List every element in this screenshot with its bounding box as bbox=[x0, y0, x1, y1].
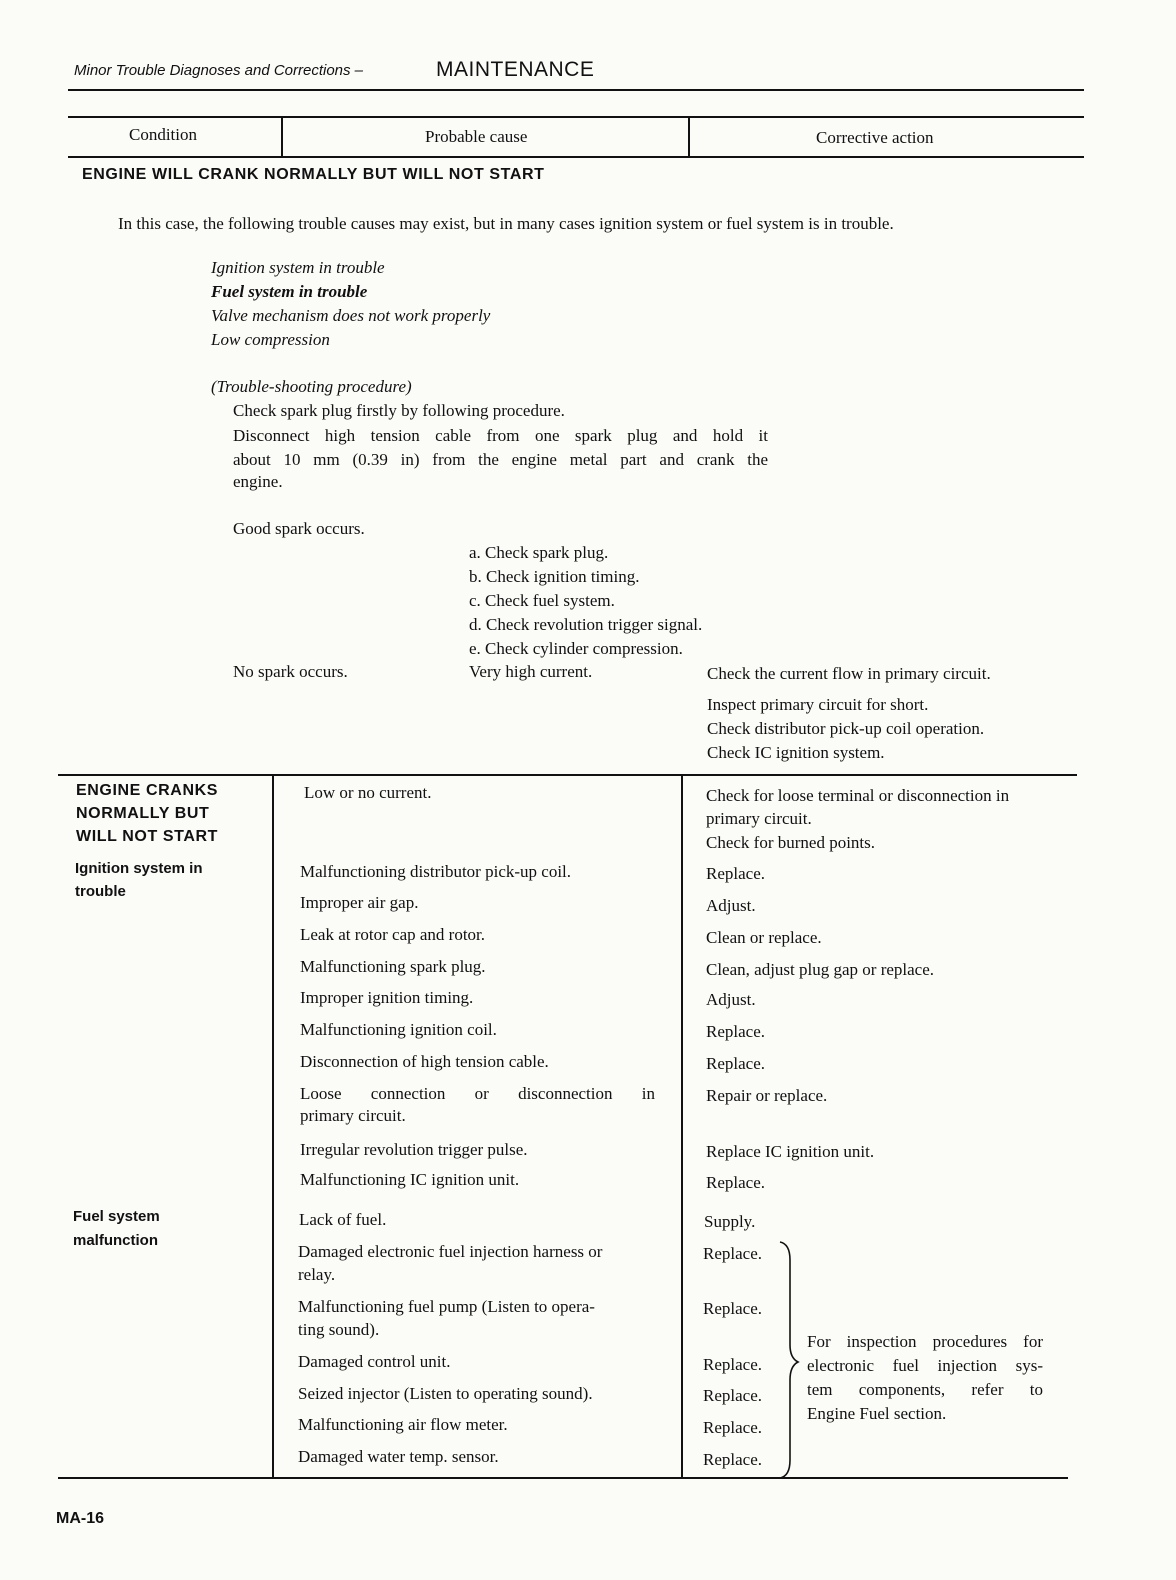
action-cell: Replace. bbox=[706, 1054, 765, 1073]
action-cell: Clean or replace. bbox=[706, 928, 822, 947]
cause-cell: Damaged control unit. bbox=[298, 1352, 451, 1371]
table-section-rule bbox=[58, 774, 1077, 776]
action-cell: Replace. bbox=[706, 1173, 765, 1192]
action-cell: Replace IC ignition unit. bbox=[706, 1142, 875, 1161]
check-item: e. Check cylinder compression. bbox=[469, 639, 683, 658]
action-cell: Replace. bbox=[703, 1244, 762, 1263]
cause-cell: Malfunctioning ignition coil. bbox=[300, 1020, 497, 1039]
intro-paragraph: In this case, the following trouble causes may exist, but in many cases ignition system or fuel system is in trouble. bbox=[118, 214, 894, 233]
cause-cell: Damaged water temp. sensor. bbox=[298, 1447, 499, 1466]
column-header-probable-cause: Probable cause bbox=[425, 127, 528, 146]
cause-cell: Malfunctioning air flow meter. bbox=[298, 1415, 508, 1434]
column-header-condition: Condition bbox=[129, 125, 198, 144]
page-title: MAINTENANCE bbox=[436, 58, 595, 81]
procedure-line: Check spark plug firstly by following procedure. bbox=[233, 401, 565, 420]
action-cell: Replace. bbox=[703, 1386, 762, 1405]
table-header-rule bbox=[68, 156, 1084, 158]
table-bottom-rule bbox=[58, 1477, 1068, 1479]
header-rule bbox=[68, 89, 1084, 91]
condition-heading: ENGINE CRANKS bbox=[76, 782, 219, 799]
cause-cell: Malfunctioning IC ignition unit. bbox=[300, 1170, 520, 1189]
cause-cell: Improper air gap. bbox=[300, 893, 419, 912]
action-item: Inspect primary circuit for short. bbox=[707, 695, 929, 714]
procedure-line: Disconnect high tension cable from one spark plug and hold it bbox=[233, 426, 768, 445]
condition-subheading: Ignition system in bbox=[75, 860, 203, 877]
procedure-title: (Trouble-shooting procedure) bbox=[211, 377, 412, 396]
page-number: MA-16 bbox=[56, 1510, 105, 1527]
action-cell: Check for burned points. bbox=[706, 833, 876, 852]
action-cell: Replace. bbox=[703, 1418, 762, 1437]
action-item: Check the current flow in primary circuit. bbox=[707, 664, 991, 683]
action-cell: Supply. bbox=[704, 1212, 756, 1231]
action-cell: Check for loose terminal or disconnection in bbox=[706, 786, 1010, 805]
cause-item: Valve mechanism does not work properly bbox=[211, 306, 491, 325]
procedure-line: about 10 mm (0.39 in) from the engine metal part and crank the bbox=[233, 450, 768, 469]
condition-subheading: trouble bbox=[75, 883, 126, 900]
cause-cell: Disconnection of high tension cable. bbox=[300, 1052, 549, 1071]
condition-subheading: malfunction bbox=[73, 1232, 158, 1249]
cause-cell: primary circuit. bbox=[300, 1106, 406, 1125]
action-cell: Replace. bbox=[706, 1022, 765, 1041]
cause-cell: Damaged electronic fuel injection harness or bbox=[298, 1242, 603, 1261]
action-cell: Adjust. bbox=[706, 990, 756, 1009]
check-item: d. Check revolution trigger signal. bbox=[469, 615, 703, 634]
cause-cell: Malfunctioning distributor pick-up coil. bbox=[300, 862, 572, 881]
column-divider bbox=[688, 116, 690, 157]
action-item: Check IC ignition system. bbox=[707, 743, 885, 762]
column-header-corrective-action: Corrective action bbox=[816, 128, 934, 147]
check-item: b. Check ignition timing. bbox=[469, 567, 640, 586]
cause-cell: relay. bbox=[298, 1265, 336, 1284]
action-item: Check distributor pick-up coil operation. bbox=[707, 719, 985, 738]
check-item: a. Check spark plug. bbox=[469, 543, 609, 562]
action-cell: Clean, adjust plug gap or replace. bbox=[706, 960, 935, 979]
note-line: electronic fuel injection sys- bbox=[807, 1356, 1043, 1375]
cause-cell: Loose connection or disconnection in bbox=[300, 1084, 655, 1103]
action-cell: Replace. bbox=[703, 1355, 762, 1374]
note-line: Engine Fuel section. bbox=[807, 1404, 947, 1423]
right-brace-icon bbox=[776, 1240, 806, 1480]
cause-cell: ting sound). bbox=[298, 1320, 380, 1339]
action-cell: primary circuit. bbox=[706, 809, 812, 828]
condition-subheading: Fuel system bbox=[73, 1208, 160, 1225]
column-divider bbox=[281, 116, 283, 157]
cause-cell: Irregular revolution trigger pulse. bbox=[300, 1140, 528, 1159]
intro-heading: ENGINE WILL CRANK NORMALLY BUT WILL NOT START bbox=[82, 166, 545, 183]
cause-item: Fuel system in trouble bbox=[211, 282, 368, 301]
cause-cell: Low or no current. bbox=[304, 783, 432, 802]
action-cell: Replace. bbox=[706, 864, 765, 883]
action-cell: Replace. bbox=[703, 1450, 762, 1469]
action-cell: Adjust. bbox=[706, 896, 756, 915]
cause-cell: Leak at rotor cap and rotor. bbox=[300, 925, 486, 944]
action-cell: Replace. bbox=[703, 1299, 762, 1318]
cause-cell: Improper ignition timing. bbox=[300, 988, 474, 1007]
high-current-label: Very high current. bbox=[469, 662, 593, 681]
condition-heading: NORMALLY BUT bbox=[76, 805, 210, 822]
section-label: Minor Trouble Diagnoses and Corrections – bbox=[74, 62, 364, 79]
cause-cell: Lack of fuel. bbox=[299, 1210, 387, 1229]
condition-heading: WILL NOT START bbox=[76, 828, 219, 845]
action-cell: Repair or replace. bbox=[706, 1086, 828, 1105]
cause-cell: Malfunctioning fuel pump (Listen to opera- bbox=[298, 1297, 595, 1316]
note-line: tem components, refer to bbox=[807, 1380, 1043, 1399]
column-divider bbox=[272, 774, 274, 1478]
check-item: c. Check fuel system. bbox=[469, 591, 615, 610]
table-top-rule bbox=[68, 116, 1084, 118]
cause-cell: Malfunctioning spark plug. bbox=[300, 957, 486, 976]
note-line: For inspection procedures for bbox=[807, 1332, 1043, 1351]
cause-item: Low compression bbox=[211, 330, 330, 349]
cause-item: Ignition system in trouble bbox=[211, 258, 385, 277]
good-spark-label: Good spark occurs. bbox=[233, 519, 365, 538]
column-divider bbox=[681, 774, 683, 1478]
procedure-line: engine. bbox=[233, 472, 283, 491]
cause-cell: Seized injector (Listen to operating sound). bbox=[298, 1384, 593, 1403]
no-spark-label: No spark occurs. bbox=[233, 662, 348, 681]
